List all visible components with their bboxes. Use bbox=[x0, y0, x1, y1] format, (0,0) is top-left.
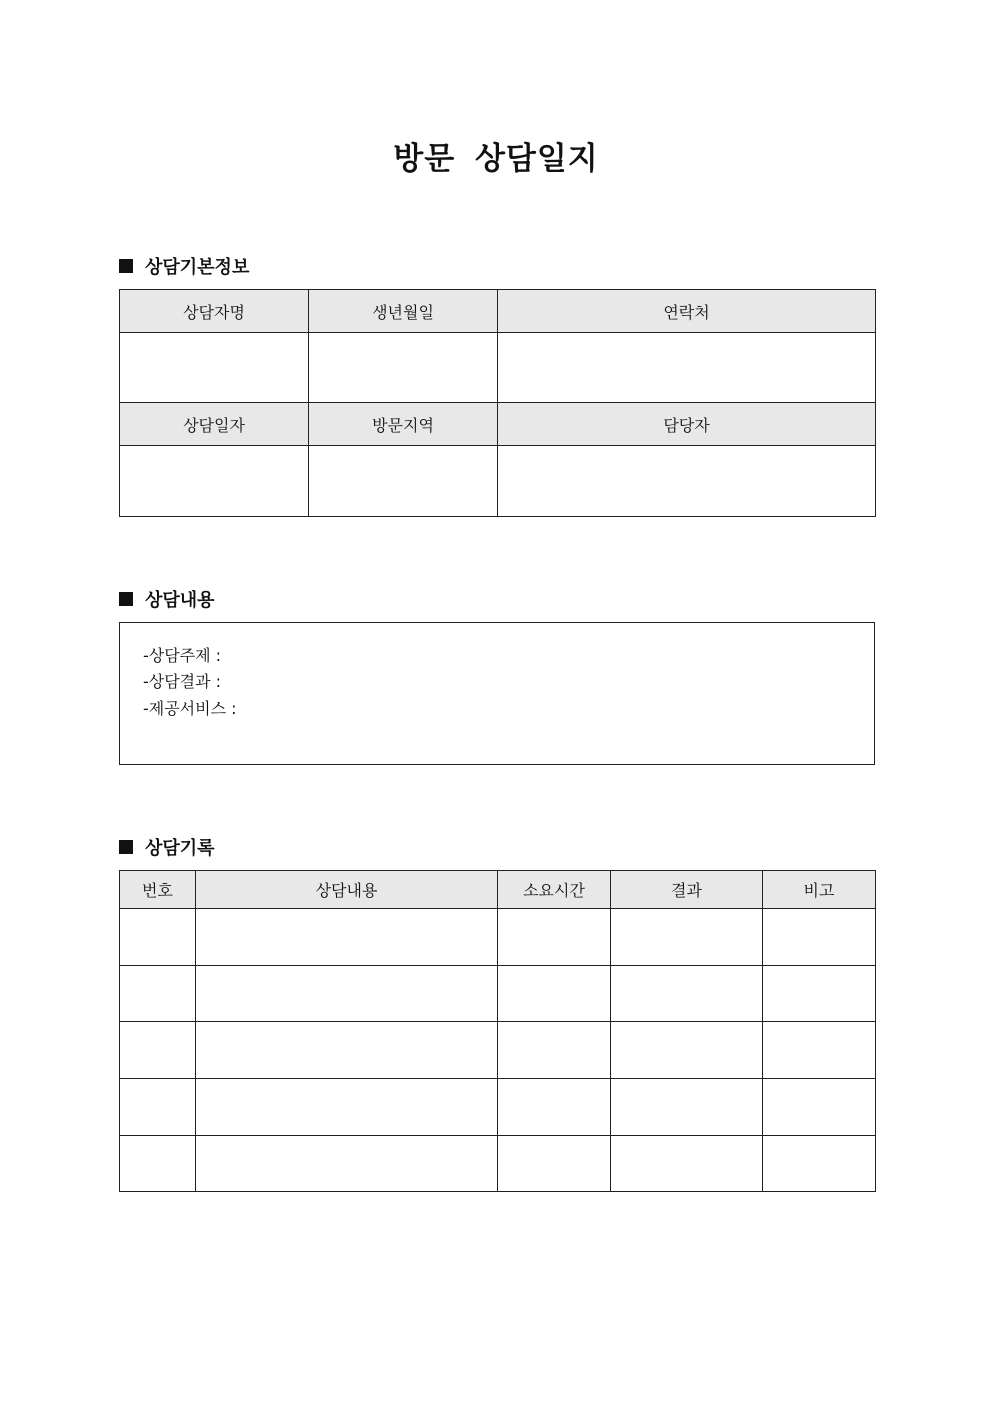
page-title: 방문 상담일지 bbox=[393, 141, 599, 177]
header-birth-date: 생년월일 bbox=[309, 290, 498, 333]
note-cell[interactable] bbox=[763, 909, 876, 966]
result-cell[interactable] bbox=[611, 1022, 763, 1079]
header-contact: 연락처 bbox=[498, 290, 876, 333]
duration-cell[interactable] bbox=[498, 1079, 611, 1136]
header-number: 번호 bbox=[120, 871, 196, 909]
service-line: -제공서비스 : bbox=[143, 699, 237, 718]
duration-cell[interactable] bbox=[498, 966, 611, 1022]
counsel-content-box[interactable] bbox=[119, 622, 875, 765]
table-row bbox=[120, 909, 876, 966]
square-bullet-icon bbox=[119, 840, 133, 854]
section-heading-label: 상담내용 bbox=[145, 590, 215, 611]
header-staff: 담당자 bbox=[498, 403, 876, 446]
header-counsel-date: 상담일자 bbox=[120, 403, 309, 446]
duration-cell[interactable] bbox=[498, 1136, 611, 1192]
section-heading-label: 상담기록 bbox=[145, 838, 215, 859]
birth-date-field[interactable] bbox=[309, 333, 498, 403]
header-content: 상담내용 bbox=[196, 871, 498, 909]
header-visit-region: 방문지역 bbox=[309, 403, 498, 446]
table-row bbox=[120, 446, 876, 517]
header-counselee-name: 상담자명 bbox=[120, 290, 309, 333]
square-bullet-icon bbox=[119, 259, 133, 273]
staff-field[interactable] bbox=[498, 446, 876, 517]
table-row bbox=[120, 1022, 876, 1079]
section-heading-records bbox=[119, 834, 215, 860]
basic-info-table bbox=[119, 289, 876, 517]
section-heading-content bbox=[119, 586, 215, 612]
topic-line: -상담주제 : bbox=[143, 646, 222, 665]
result-cell[interactable] bbox=[611, 966, 763, 1022]
content-cell[interactable] bbox=[196, 966, 498, 1022]
header-result: 결과 bbox=[611, 871, 763, 909]
note-cell[interactable] bbox=[763, 1079, 876, 1136]
content-cell[interactable] bbox=[196, 1136, 498, 1192]
content-cell[interactable] bbox=[196, 909, 498, 966]
table-row bbox=[120, 966, 876, 1022]
table-row bbox=[120, 1136, 876, 1192]
content-cell[interactable] bbox=[196, 1079, 498, 1136]
table-header-row bbox=[120, 290, 876, 333]
table-row bbox=[120, 1079, 876, 1136]
note-cell[interactable] bbox=[763, 966, 876, 1022]
contact-field[interactable] bbox=[498, 333, 876, 403]
number-cell[interactable] bbox=[120, 1136, 196, 1192]
duration-cell[interactable] bbox=[498, 909, 611, 966]
counselee-name-field[interactable] bbox=[120, 333, 309, 403]
content-cell[interactable] bbox=[196, 1022, 498, 1079]
result-line: -상담결과 : bbox=[143, 672, 222, 691]
header-note: 비고 bbox=[763, 871, 876, 909]
counsel-date-field[interactable] bbox=[120, 446, 309, 517]
result-cell[interactable] bbox=[611, 1079, 763, 1136]
square-bullet-icon bbox=[119, 592, 133, 606]
note-cell[interactable] bbox=[763, 1136, 876, 1192]
duration-cell[interactable] bbox=[498, 1022, 611, 1079]
header-duration: 소요시간 bbox=[498, 871, 611, 909]
section-heading-label: 상담기본정보 bbox=[145, 257, 250, 278]
visit-region-field[interactable] bbox=[309, 446, 498, 517]
records-table bbox=[119, 870, 876, 1192]
number-cell[interactable] bbox=[120, 1022, 196, 1079]
table-header-row bbox=[120, 871, 876, 909]
table-header-row bbox=[120, 403, 876, 446]
note-cell[interactable] bbox=[763, 1022, 876, 1079]
number-cell[interactable] bbox=[120, 909, 196, 966]
number-cell[interactable] bbox=[120, 1079, 196, 1136]
table-row bbox=[120, 333, 876, 403]
result-cell[interactable] bbox=[611, 909, 763, 966]
number-cell[interactable] bbox=[120, 966, 196, 1022]
section-heading-basic-info bbox=[119, 253, 249, 279]
result-cell[interactable] bbox=[611, 1136, 763, 1192]
